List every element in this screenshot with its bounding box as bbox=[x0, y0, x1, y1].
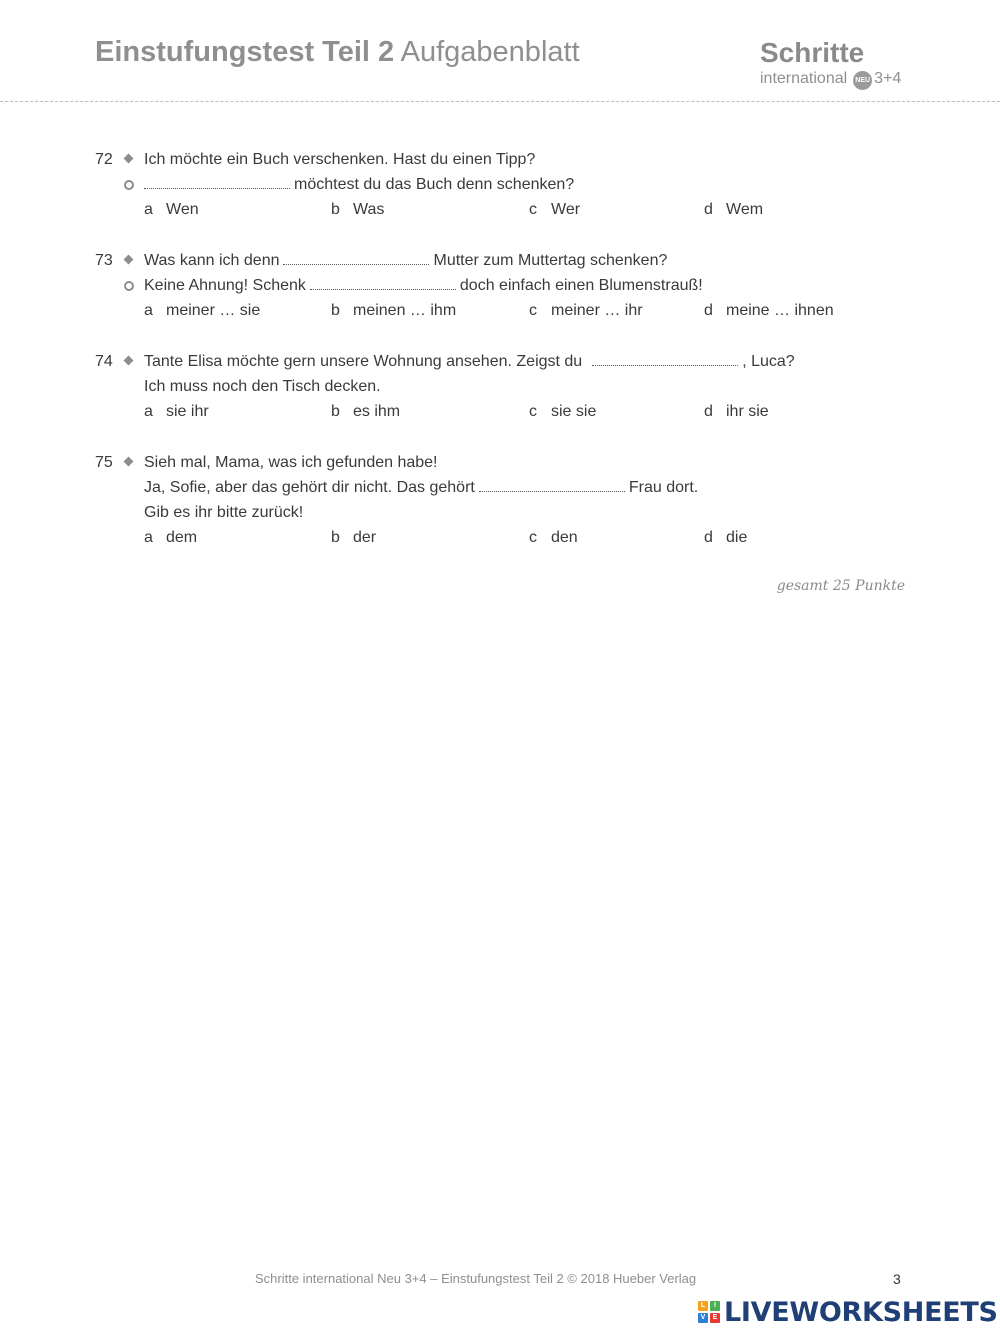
task-74 bbox=[95, 349, 905, 424]
option-text: es ihm bbox=[353, 403, 401, 420]
speaker-b-circle-icon bbox=[124, 180, 134, 190]
option-a[interactable] bbox=[144, 197, 199, 222]
option-letter: b bbox=[331, 201, 340, 218]
page-title bbox=[95, 36, 580, 69]
option-letter: a bbox=[144, 201, 153, 218]
task-line bbox=[144, 273, 703, 298]
total-points: gesamt 25 Punkte bbox=[776, 578, 905, 594]
option-letter: b bbox=[331, 529, 340, 546]
option-text: meiner … ihr bbox=[551, 302, 643, 319]
option-letter: a bbox=[144, 403, 153, 420]
option-letter: a bbox=[144, 529, 153, 546]
answer-blank[interactable] bbox=[310, 275, 456, 290]
option-letter: c bbox=[529, 302, 537, 319]
task-number: 75 bbox=[95, 454, 113, 471]
task-line-after: , Luca? bbox=[742, 353, 795, 370]
option-b[interactable] bbox=[331, 525, 376, 550]
brand-subtitle-text: international bbox=[760, 70, 848, 87]
option-text: die bbox=[726, 529, 748, 546]
option-a[interactable] bbox=[144, 525, 197, 550]
task-72 bbox=[95, 147, 905, 222]
brand-level: 3+4 bbox=[874, 70, 902, 87]
option-d[interactable] bbox=[704, 525, 747, 550]
task-line: Ich möchte ein Buch verschenken. Hast du einen Tipp? bbox=[144, 151, 536, 168]
option-text: der bbox=[353, 529, 377, 546]
option-d[interactable] bbox=[704, 298, 834, 323]
speaker-a-diamond-icon bbox=[124, 255, 134, 265]
option-a[interactable] bbox=[144, 298, 260, 323]
option-b[interactable] bbox=[331, 197, 384, 222]
answer-options bbox=[95, 399, 905, 424]
task-line: Gib es ihr bitte zurück! bbox=[144, 504, 304, 521]
option-text: Wem bbox=[726, 201, 764, 218]
logo-block: I bbox=[710, 1301, 720, 1311]
logo-block: L bbox=[698, 1301, 708, 1311]
task-line-before: Was kann ich denn bbox=[144, 252, 280, 269]
option-b[interactable] bbox=[331, 399, 400, 424]
task-line: Sieh mal, Mama, was ich gefunden habe! bbox=[144, 454, 438, 471]
brand-logo bbox=[760, 38, 901, 90]
task-75 bbox=[95, 450, 905, 550]
liveworksheets-logo bbox=[698, 1297, 998, 1327]
option-letter: c bbox=[529, 529, 537, 546]
option-text: meiner … sie bbox=[166, 302, 261, 319]
option-c[interactable] bbox=[529, 525, 578, 550]
logo-block: V bbox=[698, 1313, 708, 1323]
task-line bbox=[144, 172, 574, 197]
task-line: Ich muss noch den Tisch decken. bbox=[144, 378, 381, 395]
option-c[interactable] bbox=[529, 298, 643, 323]
page-number: 3 bbox=[893, 1271, 901, 1287]
brand-subtitle bbox=[760, 70, 901, 90]
option-letter: d bbox=[704, 403, 713, 420]
option-d[interactable] bbox=[704, 399, 769, 424]
task-line-after: Mutter zum Muttertag schenken? bbox=[433, 252, 668, 269]
task-line-before: Ja, Sofie, aber das gehört dir nicht. Das gehört bbox=[144, 479, 475, 496]
task-number: 74 bbox=[95, 353, 113, 370]
speaker-b-circle-icon bbox=[124, 281, 134, 291]
answer-blank[interactable] bbox=[592, 351, 738, 366]
option-d[interactable] bbox=[704, 197, 763, 222]
option-letter: a bbox=[144, 302, 153, 319]
option-text: dem bbox=[166, 529, 198, 546]
footer-copyright: Schritte international Neu 3+4 – Einstufungstest Teil 2 © 2018 Hueber Verlag bbox=[255, 1271, 697, 1286]
answer-options bbox=[95, 525, 905, 550]
answer-blank[interactable] bbox=[144, 174, 290, 189]
page-title-main: Einstufungstest Teil 2 bbox=[95, 36, 395, 68]
option-text: sie sie bbox=[551, 403, 597, 420]
speaker-a-diamond-icon bbox=[124, 154, 134, 164]
option-text: den bbox=[551, 529, 578, 546]
task-line bbox=[144, 475, 698, 500]
task-line-after: doch einfach einen Blumenstrauß! bbox=[459, 277, 703, 294]
task-number: 72 bbox=[95, 151, 113, 168]
answer-options bbox=[95, 197, 905, 222]
task-number: 73 bbox=[95, 252, 113, 269]
option-letter: d bbox=[704, 201, 713, 218]
task-line bbox=[144, 349, 795, 374]
liveworksheets-blocks-icon bbox=[698, 1301, 720, 1323]
option-letter: c bbox=[529, 403, 537, 420]
option-text: Wen bbox=[166, 201, 199, 218]
speaker-a-diamond-icon bbox=[124, 356, 134, 366]
option-a[interactable] bbox=[144, 399, 209, 424]
option-text: Wer bbox=[551, 201, 581, 218]
task-line bbox=[144, 248, 667, 273]
task-line-before: Keine Ahnung! Schenk bbox=[144, 277, 306, 294]
task-line-after: möchtest du das Buch denn schenken? bbox=[294, 176, 575, 193]
task-line-before: Tante Elisa möchte gern unsere Wohnung ansehen. Zeigst du bbox=[144, 353, 583, 370]
neu-badge: NEU bbox=[853, 71, 872, 90]
task-73 bbox=[95, 248, 905, 323]
option-text: meine … ihnen bbox=[726, 302, 834, 319]
task-line-after: Frau dort. bbox=[628, 479, 699, 496]
page-title-sub: Aufgabenblatt bbox=[400, 36, 580, 68]
option-b[interactable] bbox=[331, 298, 456, 323]
answer-options bbox=[95, 298, 905, 323]
option-c[interactable] bbox=[529, 197, 580, 222]
option-text: meinen … ihm bbox=[353, 302, 457, 319]
option-text: ihr sie bbox=[726, 403, 769, 420]
option-letter: b bbox=[331, 403, 340, 420]
option-letter: d bbox=[704, 302, 713, 319]
speaker-a-diamond-icon bbox=[124, 457, 134, 467]
liveworksheets-text: LIVEWORKSHEETS bbox=[724, 1296, 998, 1328]
option-letter: c bbox=[529, 201, 537, 218]
logo-block: E bbox=[710, 1313, 720, 1323]
brand-name: Schritte bbox=[760, 37, 865, 68]
option-text: sie ihr bbox=[166, 403, 209, 420]
option-text: Was bbox=[353, 201, 385, 218]
header-divider bbox=[0, 101, 1000, 102]
option-letter: b bbox=[331, 302, 340, 319]
option-c[interactable] bbox=[529, 399, 596, 424]
answer-blank[interactable] bbox=[283, 250, 429, 265]
option-letter: d bbox=[704, 529, 713, 546]
answer-blank[interactable] bbox=[479, 477, 625, 492]
